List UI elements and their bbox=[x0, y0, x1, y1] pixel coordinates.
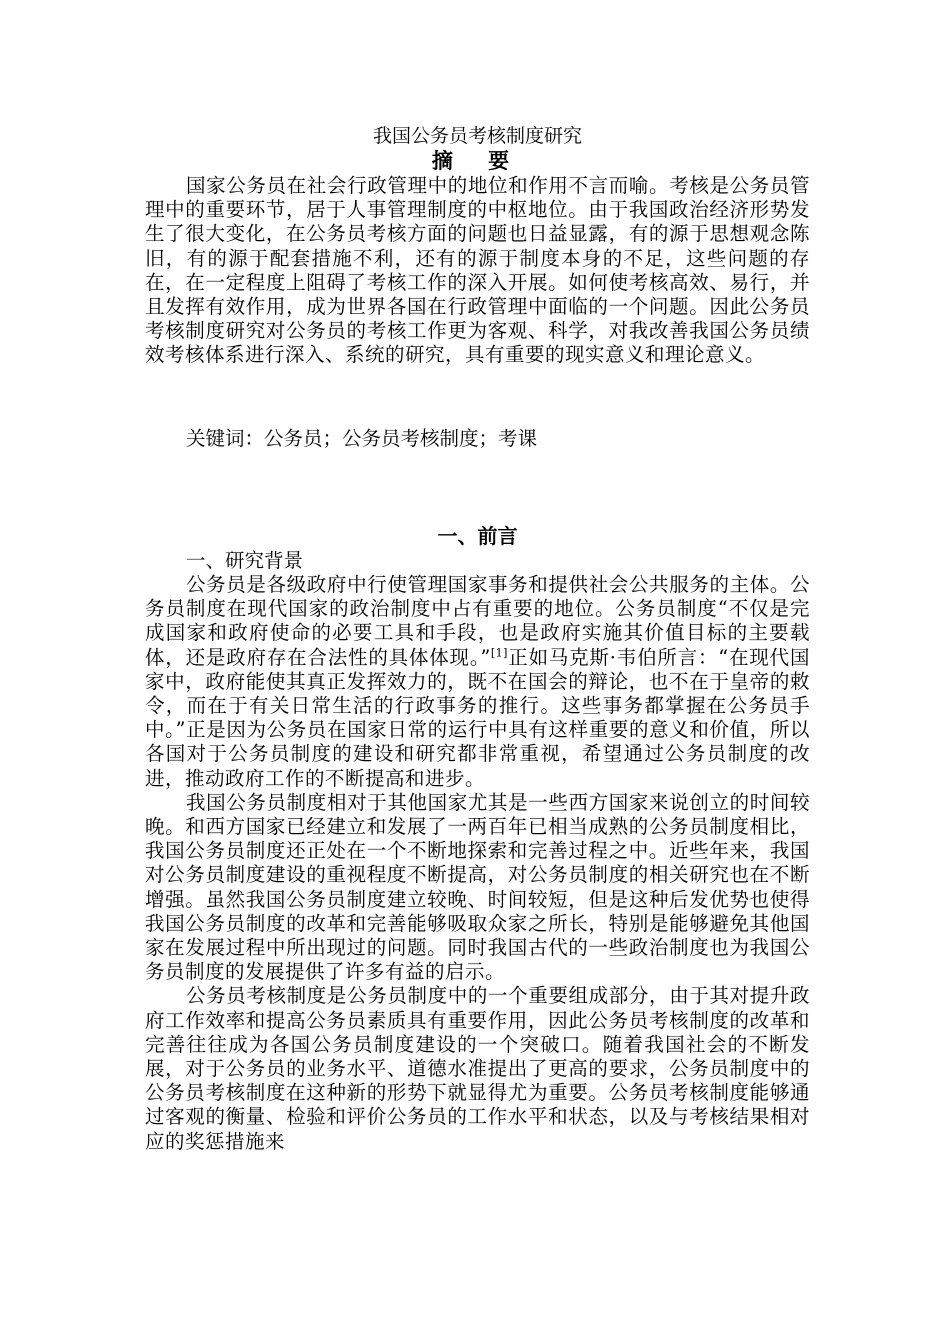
keywords-label: 关键词： bbox=[186, 427, 265, 450]
section-heading: 一、前言 bbox=[437, 524, 518, 548]
paragraph-text: 正如马克斯·韦伯所言：“在现代国家中，政府能使其真正发挥效力的，既不在国会的辩论，也不在于皇帝的敕令，而在于有关日常生活的行政事务的推行。这些事务都掌握在公务员手中。”正是因为公务员在国家日常的运行中具有这样重要的意义和价值，所以各国对于公务员制度的建设和研究都非常重视，希望通过公务员制度的改进，推动政府工作的不断提高和进步。 bbox=[145, 645, 810, 790]
paragraph-text: 公务员是各级政府中行使管理国家事务和提供社会公共服务的主体。公务员制度在现代国家的政治制度中占有重要的地位。公务员制度“不仅是完成国家和政府使命的必要工具和手段，也是政府实施其价值目标的主要载体，还是政府存在合法性的具体体现。” bbox=[145, 573, 810, 669]
body-text bbox=[145, 573, 810, 1154]
subsection-heading: 一、研究背景 bbox=[186, 549, 304, 572]
abstract-heading: 摘 要 bbox=[431, 149, 524, 173]
abstract-paragraph: 国家公务员在社会行政管理中的地位和作用不言而喻。考核是公务员管理中的重要环节，居于人事管理制度的中枢地位。由于我国政治经济形势发生了很大变化，在公务员考核方面的问题也日益显露，有的源于思想观念陈旧，有的源于配套措施不利，还有的源于制度本身的不足，这些问题的存在，在一定程度上阻碍了考核工作的深入开展。如何使考核高效、易行，并且发挥有效作用，成为世界各国在行政管理中面临的一个问题。因此公务员考核制度研究对公务员的考核工作更为客观、科学，对我改善我国公务员绩效考核体系进行深入、系统的研究，具有重要的现实意义和理论意义。 bbox=[145, 174, 810, 367]
keywords-value: 公务员；公务员考核制度；考课 bbox=[264, 427, 538, 450]
body-paragraph-3: 公务员考核制度是公务员制度中的一个重要组成部分，由于其对提升政府工作效率和提高公务员素质具有重要作用，因此公务员考核制度的改革和完善往往成为各国公务员制度建设的一个突破口。随着我国社会的不断发展，对于公务员的业务水平、道德水准提出了更高的要求，公务员制度中的公务员考核制度在这种新的形势下就显得尤为重要。公务员考核制度能够通过客观的衡量、检验和评价公务员的工作水平和状态，以及与考核结果相对应的奖惩措施来 bbox=[145, 984, 810, 1153]
document-title: 我国公务员考核制度研究 bbox=[372, 125, 582, 147]
abstract-section bbox=[145, 174, 810, 368]
keywords-line bbox=[186, 427, 537, 451]
body-paragraph-2: 我国公务员制度相对于其他国家尤其是一些西方国家来说创立的时间较晚。和西方国家已经建立和发展了一两百年已相当成熟的公务员制度相比，我国公务员制度还正处在一个不断地探索和完善过程之中。近些年来，我国对公务员制度建设的重视程度不断提高，对公务员制度的相关研究也在不断增强。虽然我国公务员制度建立较晚、时间较短，但是这种后发优势也使得我国公务员制度的改革和完善能够吸取众家之所长，特别是能够避免其他国家在发展过程中所出现过的问题。同时我国古代的一些政治制度也为我国公务员制度的发展提供了许多有益的启示。 bbox=[145, 790, 810, 984]
citation-reference[interactable]: [1] bbox=[490, 646, 508, 660]
body-paragraph-1 bbox=[145, 573, 810, 791]
